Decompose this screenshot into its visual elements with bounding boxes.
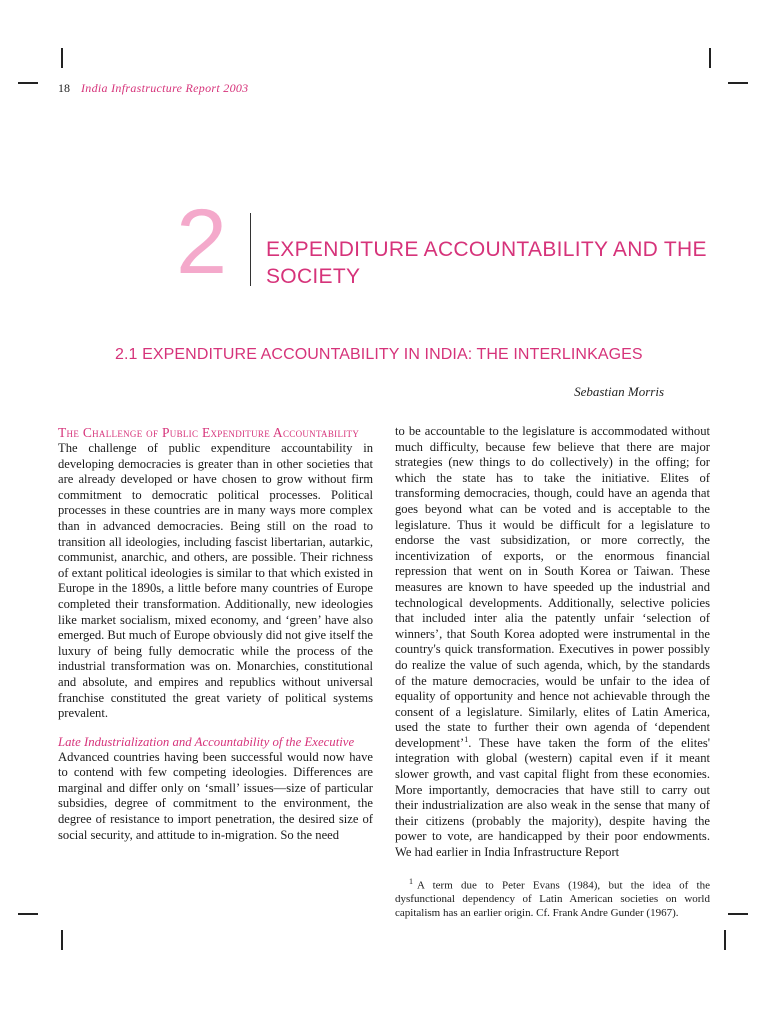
chapter-divider xyxy=(250,213,251,286)
chapter-number: 2 xyxy=(176,191,228,293)
section-heading-challenge: The Challenge of Public Expenditure Accountability xyxy=(58,425,360,440)
page-number: 18 xyxy=(58,81,70,95)
paragraph-text-part-2: . These have taken the form of the elites' integration with global (western) capital even if it meant slower growth, and vast capital flight from these economies. More importantly, democracies that have still to carry out their industrialization are also weak in the sense that many of their citizens (probably the majority), despite having the power to vote, are handicapped by their poor endowments. We had earlier in India Infrastructure Report xyxy=(395,735,710,860)
crop-mark-bottom-left-vertical xyxy=(61,930,63,950)
running-head-title: India Infrastructure Report 2003 xyxy=(81,81,249,95)
crop-mark-bottom-right-horizontal xyxy=(728,913,748,915)
footnote xyxy=(395,875,710,921)
left-column xyxy=(58,424,373,843)
crop-mark-bottom-left-horizontal xyxy=(18,913,38,915)
paragraph-challenge: The challenge of public expenditure accountability in developing democracies is greater than in other societies that are already developed or have chosen to grow without firm commitment to democratic political processes. Political processes in these countries are in many ways more complex than in advanced democracies. Being still on the road to transition all ideologies, including fascist libertarian, autarkic, communist, anarchic, and others, are possible. Their richness of extant political ideologies is similar to that which existed in Europe in the 1890s, a little before many countries of Europe completed their transformation. Additionally, new ideologies like market socialism, mixed economy, and ‘green’ have also emerged. But much of Europe obviously did not give itself the luxury of being fully democratic while the process of the industrial transformation was on. Monarchies, constitutional and absolute, and empires and republics without universal franchise constituted the great variety of political systems prevalent. xyxy=(58,441,373,721)
section-title: 2.1 EXPENDITURE ACCOUNTABILITY IN INDIA: THE INTERLINKAGES xyxy=(115,346,643,363)
footnote-text: A term due to Peter Evans (1984), but the idea of the dysfunctional dependency of Latin American societies on world capitalism has an earlier origin. Cf. Frank Andre Gunder (1967). xyxy=(395,879,710,920)
crop-mark-top-left-horizontal xyxy=(18,82,38,84)
paragraph-text-part-1: to be accountable to the legislature is accommodated without much difficulty, because few believe that there are major strategies (new things to do collectively) in the offing; for which the state has to take the initiative. Elites of transforming democracies, though, could have an agenda that goes beyond what can be voted and is acceptable to the legislature. Thus it would be difficult for a legislature to endorse the vast subsidization, or more correctly, the incentivization of exports, or the enormous financial repression that went on in South Korea or Taiwan. These measures are known to have speeded up the industrial and technological developments. Additionally, selective policies that included inter alia the patently unfair ‘selection of winners’, that South Korea adopted were instrumental in the country's quick transformation. Executives in power possibly do realize the value of such agenda, which, by the standards of the mature democracies, would be unfair to the idea of equality of opportunity and hence not achievable through the consent of a legislature. Similarly, elites of Latin America, used the state to further their own agenda of ‘dependent development’ xyxy=(395,424,710,750)
paragraph-advanced-countries: Advanced countries having been successful would now have to contend with few competing ideologies. Differences are marginal and differ only on ‘small’ issues—size of particular subsidies, degree of commitment to the environment, the degree of resistance to import penetration, the desired size of social security, and attitude to in-migration. So the need xyxy=(58,749,373,842)
footnote-reference: 1 xyxy=(464,734,469,744)
crop-mark-top-right-vertical xyxy=(709,48,711,68)
footnote-number: 1 xyxy=(409,876,413,886)
right-column xyxy=(395,424,710,920)
chapter-title: EXPENDITURE ACCOUNTABILITY AND THE SOCIETY xyxy=(266,238,707,288)
author-name: Sebastian Morris xyxy=(574,384,664,399)
running-head xyxy=(58,81,248,96)
paragraph-accountable-legislature xyxy=(395,424,710,861)
crop-mark-bottom-right-vertical xyxy=(724,930,726,950)
crop-mark-top-left-vertical xyxy=(61,48,63,68)
subheading-late-industrialization: Late Industrialization and Accountability of the Executive xyxy=(58,734,355,749)
crop-mark-top-right-horizontal xyxy=(728,82,748,84)
